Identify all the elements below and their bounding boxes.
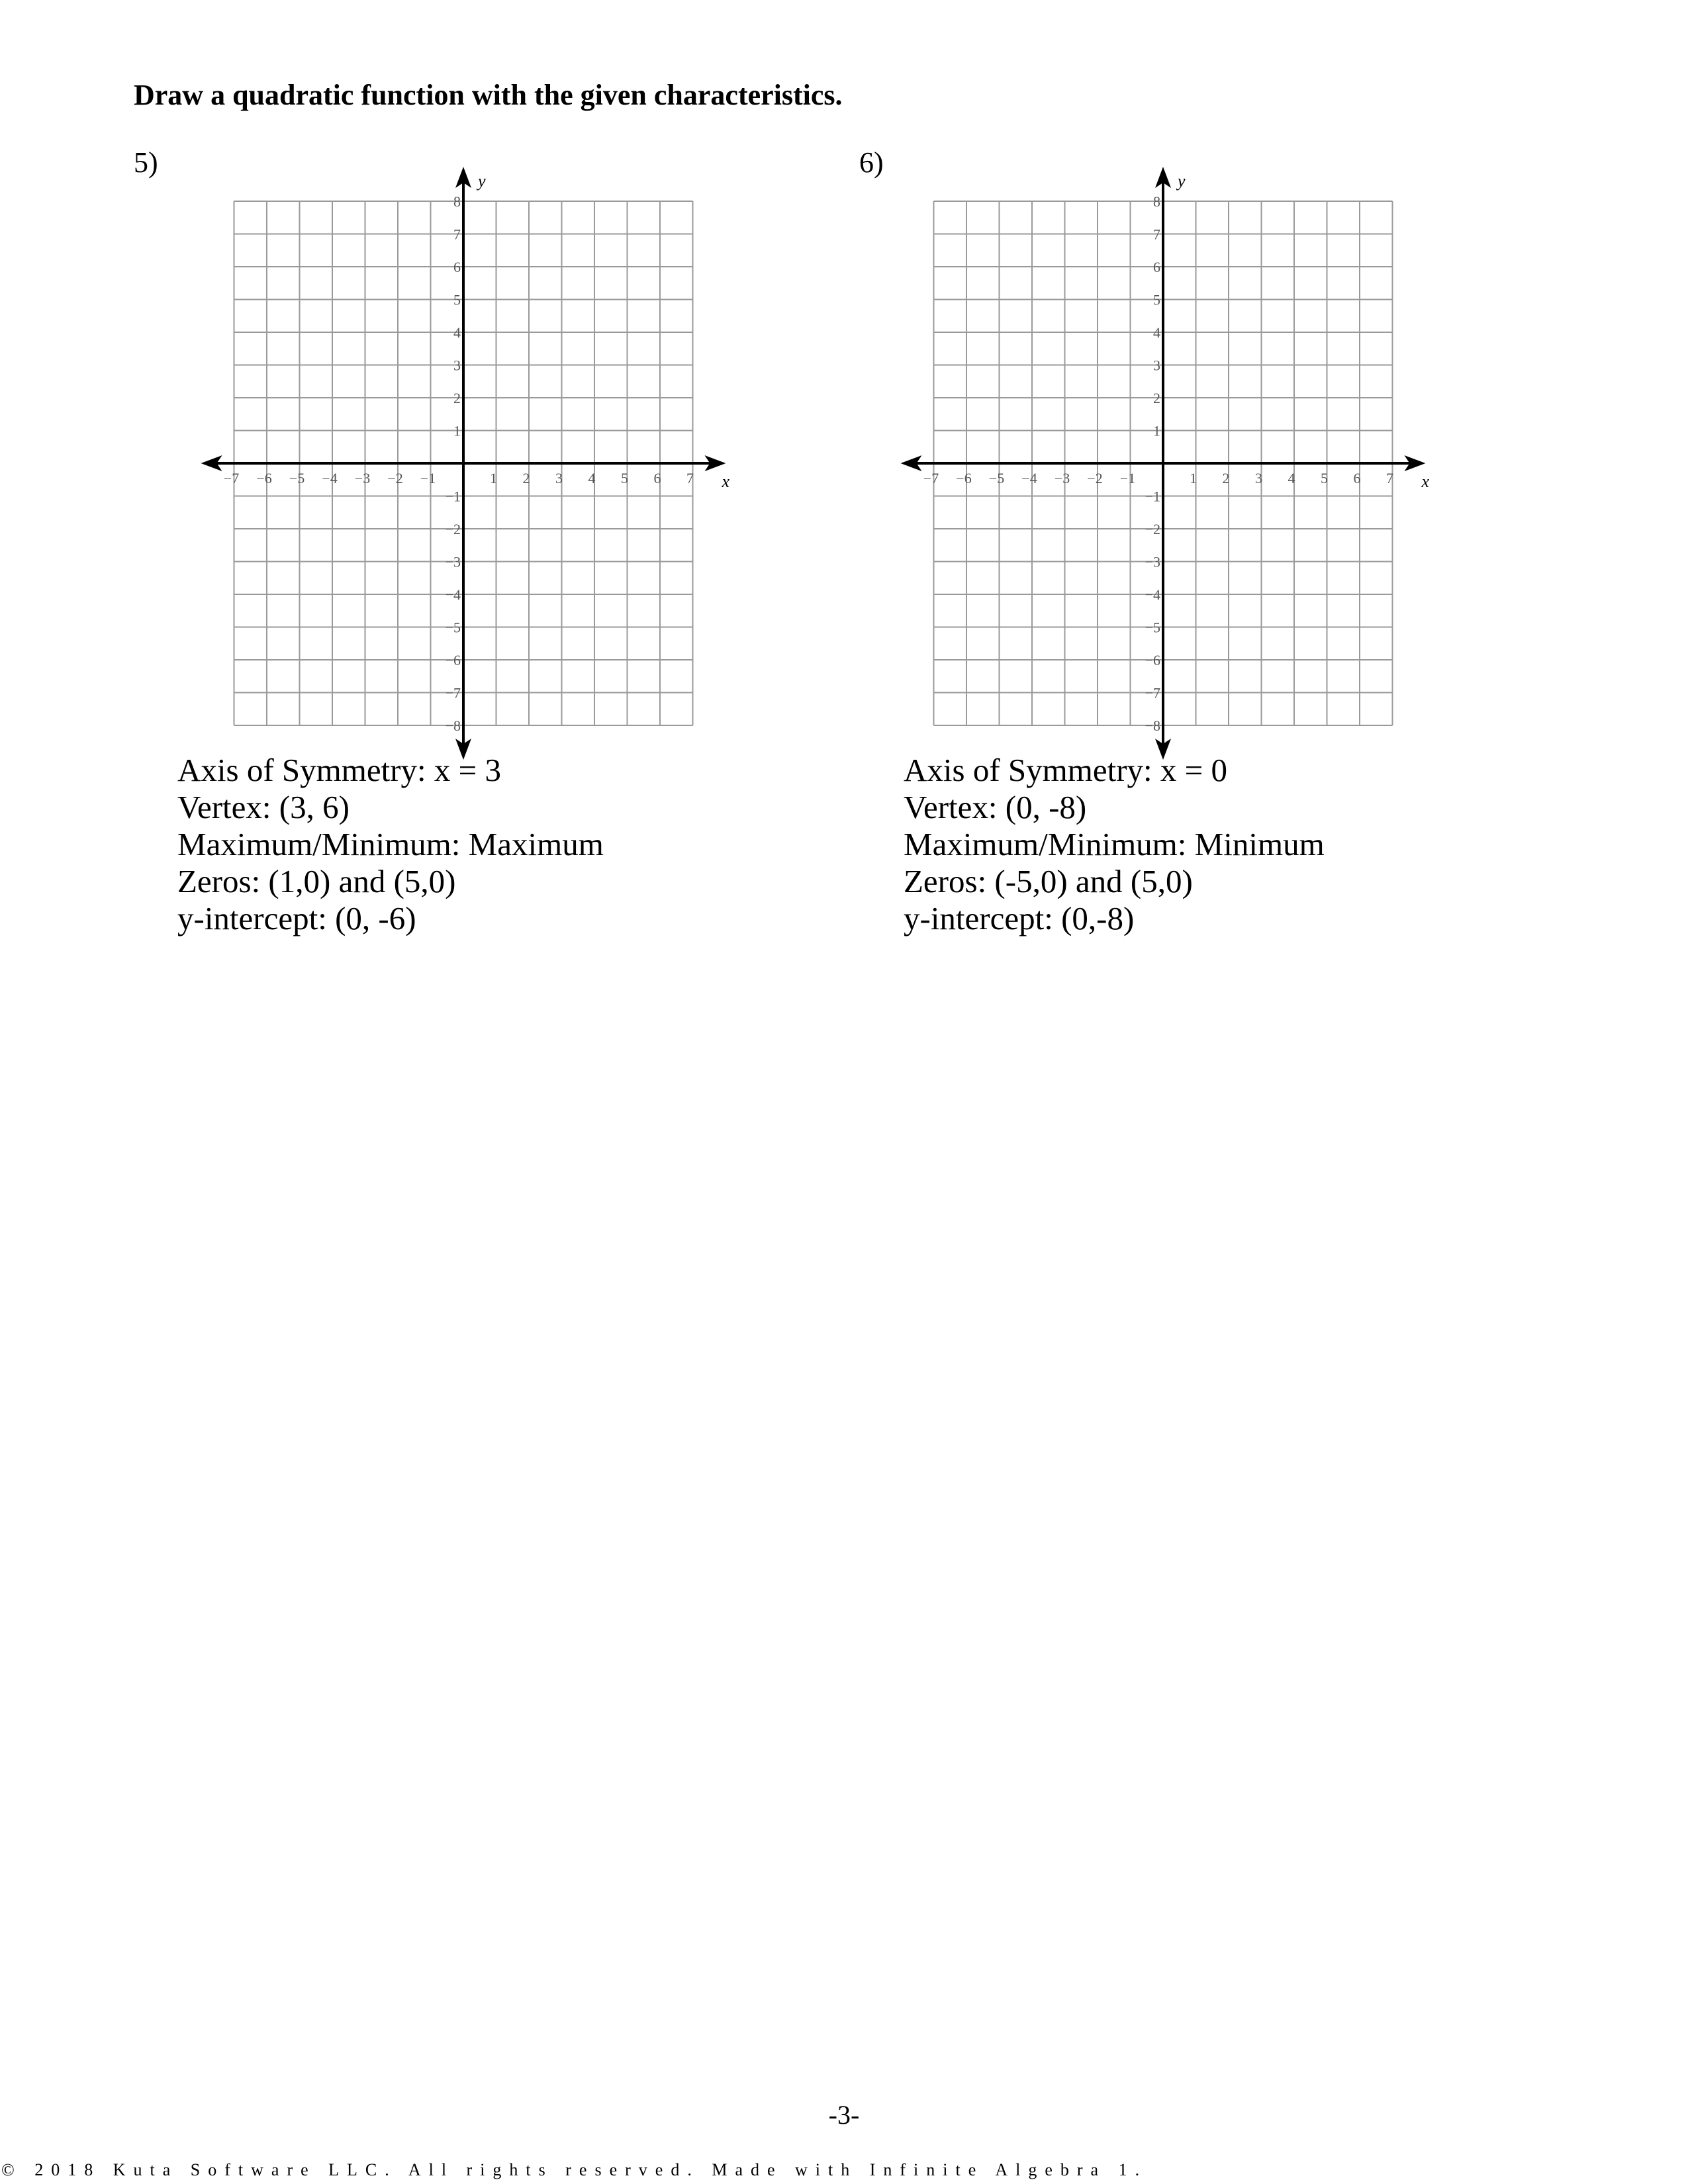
x-tick-label: 2 (522, 470, 530, 486)
x-tick-label: −3 (354, 470, 371, 486)
x-tick-label: 1 (490, 470, 497, 486)
x-axis-label: x (722, 472, 730, 491)
y-tick-label: 5 (1153, 291, 1160, 308)
x-tick-label: −7 (923, 470, 939, 486)
y-axis-label: y (478, 171, 486, 191)
max-min-text: Maximum/Minimum: Maximum (177, 826, 604, 862)
y-axis-label: y (1178, 171, 1186, 191)
instructions-heading: Draw a quadratic function with the given characteristics. (134, 79, 843, 111)
problem-6-coordinate-grid (844, 0, 1688, 794)
y-tick-label: 1 (453, 422, 461, 439)
y-tick-label: 4 (1153, 324, 1160, 341)
x-tick-label: 4 (1288, 470, 1295, 486)
y-tick-label: −5 (445, 619, 461, 636)
y-tick-label: −5 (1145, 619, 1160, 636)
y-tick-label: −8 (445, 717, 461, 734)
y-intercept-text: y-intercept: (0, -6) (177, 900, 416, 936)
y-tick-label: 7 (453, 226, 461, 243)
x-tick-label: 4 (588, 470, 596, 486)
x-tick-label: 2 (1222, 470, 1230, 486)
y-tick-label: −7 (445, 684, 461, 702)
x-tick-label: −2 (387, 470, 403, 486)
x-tick-label: −3 (1054, 470, 1070, 486)
y-tick-label: 6 (453, 259, 461, 275)
y-tick-label: −2 (1145, 521, 1160, 537)
x-tick-label: −4 (1021, 470, 1037, 486)
copyright-footer: © 2018 Kuta Software LLC. All rights reserved. Made with Infinite Algebra 1. (1, 2160, 1148, 2179)
x-tick-label: 5 (621, 470, 628, 486)
y-tick-label: −3 (445, 553, 461, 570)
y-tick-label: 3 (1153, 357, 1160, 374)
max-min-text: Maximum/Minimum: Minimum (904, 826, 1325, 862)
vertex-text: Vertex: (0, -8) (904, 789, 1087, 825)
y-intercept-text: y-intercept: (0,-8) (904, 900, 1135, 936)
y-tick-label: 8 (453, 193, 461, 210)
x-tick-label: −6 (956, 470, 972, 486)
x-tick-label: 1 (1190, 470, 1197, 486)
y-tick-label: 1 (1153, 422, 1160, 439)
axis-of-symmetry-text: Axis of Symmetry: x = 3 (177, 752, 502, 788)
problem-5-coordinate-grid (0, 0, 844, 794)
x-tick-label: 6 (1353, 470, 1361, 486)
x-tick-label: 7 (1386, 470, 1393, 486)
x-tick-label: −5 (988, 470, 1005, 486)
y-tick-label: 7 (1153, 226, 1160, 243)
problem-5-number: 5) (134, 146, 158, 179)
y-tick-label: 8 (1153, 193, 1160, 210)
y-tick-label: 2 (1153, 390, 1160, 406)
x-axis-label: x (1421, 472, 1430, 491)
problem-5-characteristics (177, 752, 604, 937)
y-tick-label: −6 (445, 652, 461, 668)
y-tick-label: −1 (1145, 488, 1160, 505)
x-tick-label: 7 (686, 470, 694, 486)
x-tick-label: −1 (420, 470, 436, 486)
x-tick-label: 3 (1255, 470, 1262, 486)
x-tick-label: 5 (1321, 470, 1328, 486)
y-tick-label: 6 (1153, 259, 1160, 275)
y-tick-label: −3 (1145, 553, 1160, 570)
x-tick-label: −2 (1087, 470, 1103, 486)
x-tick-label: −5 (289, 470, 305, 486)
y-tick-label: 2 (453, 390, 461, 406)
y-tick-label: −7 (1145, 684, 1160, 702)
x-tick-label: −4 (322, 470, 338, 486)
problem-6-number: 6) (859, 146, 884, 179)
y-tick-label: −4 (1145, 586, 1160, 603)
y-tick-label: 3 (453, 357, 461, 374)
x-tick-label: −6 (256, 470, 272, 486)
y-tick-label: 4 (453, 324, 461, 341)
problem-6-characteristics (904, 752, 1325, 937)
axis-of-symmetry-text: Axis of Symmetry: x = 0 (904, 752, 1228, 788)
zeros-text: Zeros: (1,0) and (5,0) (177, 863, 456, 899)
y-tick-label: 5 (453, 291, 461, 308)
x-tick-label: −7 (223, 470, 240, 486)
y-tick-label: −6 (1145, 652, 1160, 668)
x-tick-label: −1 (1119, 470, 1136, 486)
x-tick-label: 3 (555, 470, 563, 486)
y-tick-label: −8 (1145, 717, 1160, 734)
vertex-text: Vertex: (3, 6) (177, 789, 350, 825)
page-number: -3- (828, 2100, 860, 2130)
zeros-text: Zeros: (-5,0) and (5,0) (904, 863, 1193, 899)
x-tick-label: 6 (653, 470, 661, 486)
y-tick-label: −4 (445, 586, 461, 603)
y-tick-label: −1 (445, 488, 461, 505)
y-tick-label: −2 (445, 521, 461, 537)
